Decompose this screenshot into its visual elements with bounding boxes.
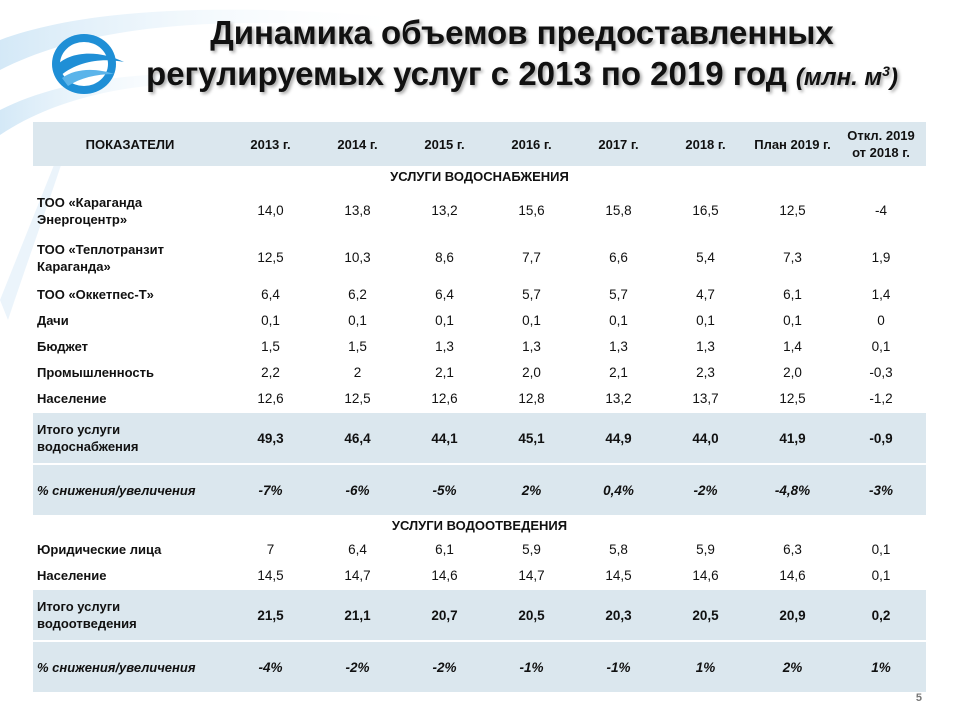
value-cell: 14,6 bbox=[692, 567, 719, 583]
value-cell: 20,9 bbox=[749, 590, 836, 640]
value-cell: 44,9 bbox=[575, 413, 662, 463]
value-cell: 13,2 bbox=[431, 203, 458, 218]
value-cell: -0,3 bbox=[869, 364, 893, 380]
row-label: Бюджет bbox=[37, 338, 88, 354]
value-cell: -6% bbox=[314, 465, 401, 515]
value-cell: 0,2 bbox=[836, 590, 926, 640]
section-title-row bbox=[33, 515, 926, 536]
value-cell: 14,7 bbox=[518, 567, 545, 583]
value-cell: -1,2 bbox=[869, 390, 893, 406]
row-label: Юридические лица bbox=[37, 541, 162, 557]
value-cell: 14,5 bbox=[605, 567, 632, 583]
table-row bbox=[33, 562, 926, 588]
row-label: Итого услуги водоотведения bbox=[33, 590, 227, 640]
value-cell: 2,2 bbox=[261, 364, 280, 380]
table-row bbox=[33, 234, 926, 281]
value-cell: -1% bbox=[575, 642, 662, 692]
table-row bbox=[33, 187, 926, 234]
value-cell: 15,8 bbox=[605, 203, 632, 218]
value-cell: 1,3 bbox=[696, 338, 715, 354]
value-cell: 0,1 bbox=[871, 541, 891, 557]
table-row bbox=[33, 359, 926, 385]
table-header-row bbox=[33, 122, 926, 166]
value-cell: -4 bbox=[874, 203, 887, 218]
percent-change-row bbox=[33, 642, 926, 692]
value-cell: 1,4 bbox=[783, 338, 802, 354]
value-cell: 14,0 bbox=[257, 203, 284, 218]
value-cell: 41,9 bbox=[749, 413, 836, 463]
value-cell: 15,6 bbox=[518, 203, 545, 218]
value-cell: 1,3 bbox=[522, 338, 541, 354]
table-row bbox=[33, 307, 926, 333]
section-title-row bbox=[33, 166, 926, 187]
row-label: ТОО «Караганда Энергоцентр» bbox=[37, 194, 143, 227]
value-cell: 44,1 bbox=[401, 413, 488, 463]
value-cell: 0,1 bbox=[783, 312, 802, 328]
row-label: Население bbox=[37, 567, 107, 583]
title-unit: (млн. $м^3$) bbox=[795, 63, 898, 91]
value-cell: 20,7 bbox=[401, 590, 488, 640]
value-cell: -4,8% bbox=[749, 465, 836, 515]
header-cell: 2014 г. bbox=[314, 122, 401, 166]
header-cell: 2018 г. bbox=[662, 122, 749, 166]
value-cell: 0,1 bbox=[871, 567, 891, 583]
value-cell: 12,6 bbox=[431, 390, 458, 406]
header-cell: ПОКАЗАТЕЛИ bbox=[33, 122, 227, 166]
value-cell: 2,3 bbox=[696, 364, 715, 380]
value-cell: 0,1 bbox=[435, 312, 454, 328]
value-cell: 6,1 bbox=[783, 286, 802, 302]
value-cell: -2% bbox=[662, 465, 749, 515]
value-cell: 14,7 bbox=[344, 567, 371, 583]
value-cell: 0,1 bbox=[348, 312, 367, 328]
header-cell: 2017 г. bbox=[575, 122, 662, 166]
value-cell: 12,6 bbox=[257, 390, 284, 406]
value-cell: 5,8 bbox=[609, 541, 628, 557]
row-label: ТОО «Оккетпес-Т» bbox=[37, 286, 154, 302]
value-cell: 21,1 bbox=[314, 590, 401, 640]
value-cell: 14,6 bbox=[779, 567, 806, 583]
value-cell: 46,4 bbox=[314, 413, 401, 463]
value-cell: -4% bbox=[227, 642, 314, 692]
value-cell: 2 bbox=[353, 364, 362, 380]
value-cell: 0,1 bbox=[871, 338, 891, 354]
value-cell: 5,9 bbox=[522, 541, 541, 557]
value-cell: 5,7 bbox=[609, 286, 628, 302]
value-cell: 0,1 bbox=[609, 312, 628, 328]
value-cell: 21,5 bbox=[227, 590, 314, 640]
table-body bbox=[33, 166, 926, 692]
value-cell: 14,6 bbox=[431, 567, 458, 583]
value-cell: 6,4 bbox=[435, 286, 454, 302]
value-cell: 13,8 bbox=[344, 203, 371, 218]
value-cell: 0,4% bbox=[575, 465, 662, 515]
header-cell: 2015 г. bbox=[401, 122, 488, 166]
section-title: УСЛУГИ ВОДООТВЕДЕНИЯ bbox=[391, 518, 568, 533]
value-cell: 7,3 bbox=[783, 250, 802, 265]
value-cell: 2,1 bbox=[609, 364, 628, 380]
value-cell: -3% bbox=[836, 465, 926, 515]
value-cell: 6,4 bbox=[348, 541, 367, 557]
row-label: % снижения/увеличения bbox=[33, 465, 227, 515]
value-cell: 2% bbox=[488, 465, 575, 515]
value-cell: 12,5 bbox=[257, 250, 284, 265]
table-row bbox=[33, 281, 926, 307]
value-cell: 6,6 bbox=[609, 250, 628, 265]
value-cell: 13,2 bbox=[605, 390, 632, 406]
header-cell: План 2019 г. bbox=[749, 122, 836, 166]
value-cell: 5,9 bbox=[696, 541, 715, 557]
row-label: ТОО «Теплотранзит Караганда» bbox=[37, 241, 164, 274]
value-cell: -7% bbox=[227, 465, 314, 515]
value-cell: 6,1 bbox=[435, 541, 454, 557]
value-cell: 0,1 bbox=[522, 312, 541, 328]
value-cell: 14,5 bbox=[257, 567, 284, 583]
table-row bbox=[33, 536, 926, 562]
value-cell: -2% bbox=[314, 642, 401, 692]
value-cell: 2% bbox=[749, 642, 836, 692]
value-cell: 1% bbox=[836, 642, 926, 692]
table-row bbox=[33, 385, 926, 411]
value-cell: 6,2 bbox=[348, 286, 367, 302]
row-label: Итого услуги водоснабжения bbox=[33, 413, 227, 463]
value-cell: 12,5 bbox=[779, 390, 806, 406]
value-cell: 7 bbox=[266, 541, 275, 557]
page-number: 5 bbox=[915, 692, 922, 704]
header-cell: 2016 г. bbox=[488, 122, 575, 166]
value-cell: 1,3 bbox=[609, 338, 628, 354]
value-cell: -5% bbox=[401, 465, 488, 515]
row-label: % снижения/увеличения bbox=[33, 642, 227, 692]
value-cell: 12,8 bbox=[518, 390, 545, 406]
total-row bbox=[33, 590, 926, 640]
value-cell: 49,3 bbox=[227, 413, 314, 463]
value-cell: 10,3 bbox=[344, 250, 371, 265]
value-cell: 1,5 bbox=[261, 338, 280, 354]
row-label: Промышленность bbox=[37, 364, 154, 380]
header-cell: Откл. 2019 от 2018 г. bbox=[836, 122, 926, 166]
total-row bbox=[33, 413, 926, 463]
value-cell: 1,3 bbox=[435, 338, 454, 354]
value-cell: 2,0 bbox=[522, 364, 541, 380]
value-cell: 2,0 bbox=[783, 364, 802, 380]
value-cell: 5,4 bbox=[696, 250, 715, 265]
value-cell: 13,7 bbox=[692, 390, 719, 406]
section-title: УСЛУГИ ВОДОСНАБЖЕНИЯ bbox=[390, 169, 569, 184]
value-cell: 20,5 bbox=[488, 590, 575, 640]
header-cell: 2013 г. bbox=[227, 122, 314, 166]
value-cell: 45,1 bbox=[488, 413, 575, 463]
table-row bbox=[33, 333, 926, 359]
value-cell: -1% bbox=[488, 642, 575, 692]
title-main: Динамика объемов предоставленных регулируемых услуг с 2013 по 2019 год bbox=[146, 14, 834, 92]
value-cell: 6,3 bbox=[783, 541, 802, 557]
value-cell: 2,1 bbox=[435, 364, 454, 380]
value-cell: 0 bbox=[877, 312, 885, 328]
row-label: Дачи bbox=[37, 312, 69, 328]
value-cell: 1,5 bbox=[348, 338, 367, 354]
value-cell: 5,7 bbox=[522, 286, 541, 302]
value-cell: 8,6 bbox=[435, 250, 454, 265]
row-label: Население bbox=[37, 390, 107, 406]
value-cell: -2% bbox=[401, 642, 488, 692]
value-cell: 20,5 bbox=[662, 590, 749, 640]
value-cell: 4,7 bbox=[696, 286, 715, 302]
services-volume-table bbox=[33, 122, 926, 692]
value-cell: 0,1 bbox=[261, 312, 280, 328]
value-cell: 44,0 bbox=[662, 413, 749, 463]
value-cell: 7,7 bbox=[522, 250, 541, 265]
value-cell: 1,4 bbox=[871, 286, 891, 302]
value-cell: 1% bbox=[662, 642, 749, 692]
value-cell: -0,9 bbox=[836, 413, 926, 463]
value-cell: 12,5 bbox=[344, 390, 371, 406]
value-cell: 20,3 bbox=[575, 590, 662, 640]
value-cell: 16,5 bbox=[692, 203, 719, 218]
slide-title bbox=[92, 14, 952, 97]
value-cell: 0,1 bbox=[696, 312, 715, 328]
value-cell: 1,9 bbox=[871, 250, 891, 265]
percent-change-row bbox=[33, 465, 926, 515]
value-cell: 12,5 bbox=[779, 203, 806, 218]
value-cell: 6,4 bbox=[261, 286, 280, 302]
